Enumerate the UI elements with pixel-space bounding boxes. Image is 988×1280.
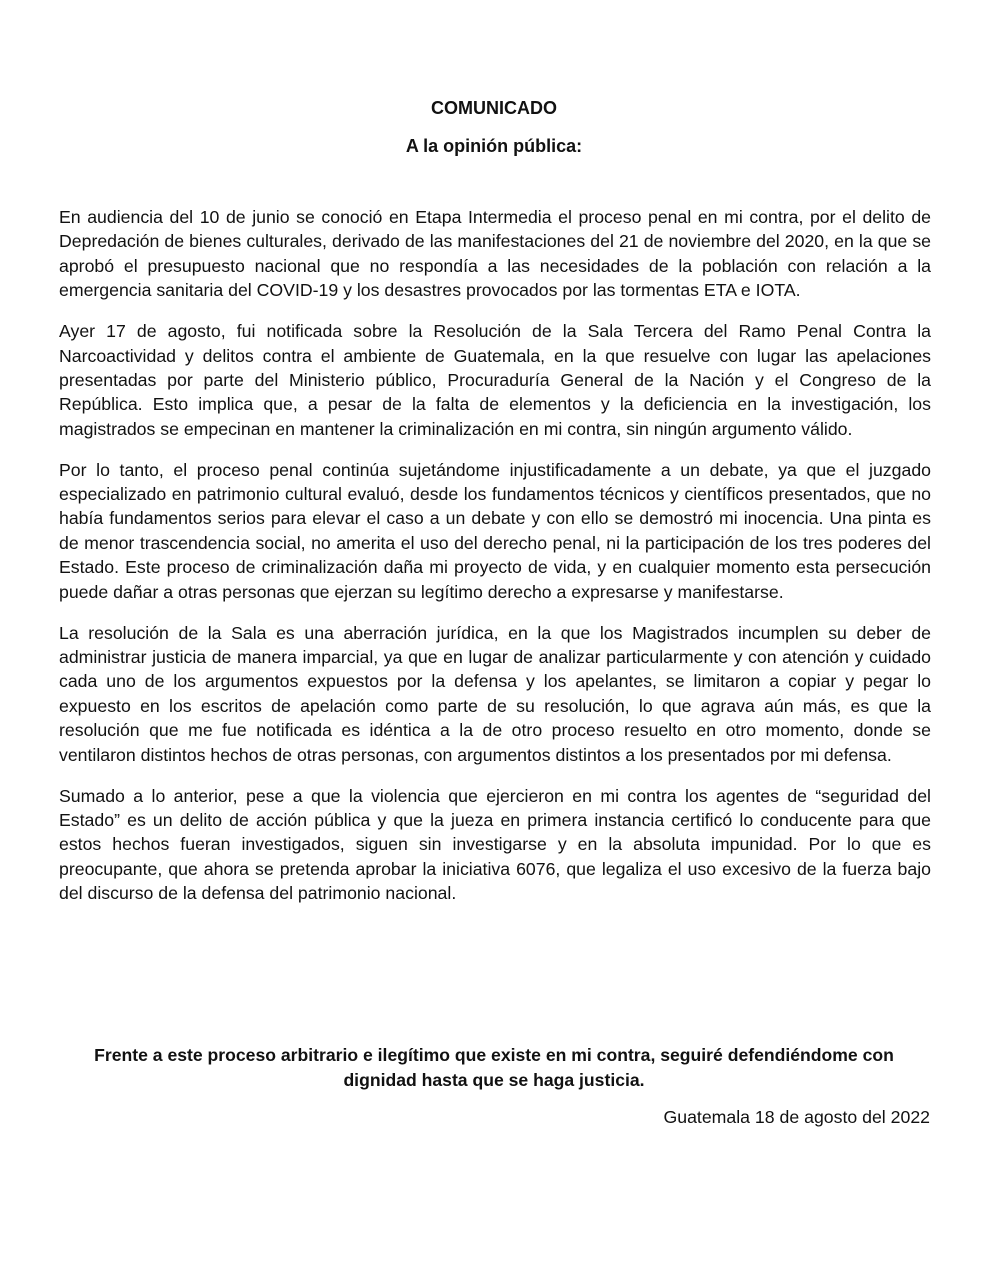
paragraph-2: Ayer 17 de agosto, fui notificada sobre la Resolución de la Sala Tercera del Ramo Penal Contra la Narcoactividad y delitos contra el ambiente de Guatemala, en la que resuelve con lugar las apelaciones presentadas por parte del Ministerio público, Procuraduría General de la Nación y el Congreso de la República. Esto implica que, a pesar de la falta de elementos y la deficiencia en la investigación, los magistrados se empecinan en mantener la criminalización en mi contra, sin ningún argumento válido. bbox=[59, 321, 931, 439]
document-salutation: A la opinión pública: bbox=[405, 136, 583, 156]
paragraph-1: En audiencia del 10 de junio se conoció en Etapa Intermedia el proceso penal en mi contra, por el delito de Depredación de bienes culturales, derivado de las manifestaciones del 21 de noviembre del 2020, en la que se aprobó el presupuesto nacional que no respondía a las necesidades de la población con relación a la emergencia sanitaria del COVID-19 y los desastres provocados por las tormentas ETA e IOTA. bbox=[59, 207, 931, 301]
closing-statement: Frente a este proceso arbitrario e ilegítimo que existe en mi contra, seguiré defendiéndome con dignidad hasta que se haga justicia. bbox=[94, 1045, 894, 1090]
document-body bbox=[59, 205, 931, 922]
document-title: COMUNICADO bbox=[431, 98, 557, 118]
paragraph-5: Sumado a lo anterior, pese a que la violencia que ejercieron en mi contra los agentes de “seguridad del Estado” es un delito de acción pública y que la jueza en primera instancia certificó lo conducente para que estos hechos fueran investigados, siguen sin investigarse y en la absoluta impunidad. Por lo que es preocupante, que ahora se pretenda aprobar la iniciativa 6076, que legaliza el uso excesivo de la fuerza bajo del discurso de la defensa del patrimonio nacional. bbox=[59, 785, 931, 904]
paragraph-3: Por lo tanto, el proceso penal continúa sujetándome injustificadamente a un debate, ya que el juzgado especializado en patrimonio cultural evaluó, desde los fundamentos técnicos y científicos presentados, que no había fundamentos serios para elevar el caso a un debate y con ello se demostró mi inocencia. Una pinta es de menor trascendencia social, no amerita el uso del derecho penal, ni la participación de los tres poderes del Estado. Este proceso de criminalización daña mi proyecto de vida, y en cualquier momento esta persecución puede dañar a otras personas que ejerzan su legítimo derecho a expresarse y manifestarse. bbox=[59, 459, 931, 602]
place-date: Guatemala 18 de agosto del 2022 bbox=[663, 1107, 930, 1127]
paragraph-4: La resolución de la Sala es una aberración jurídica, en la que los Magistrados incumplen su deber de administrar justicia de manera imparcial, ya que en lugar de analizar particularmente y con atención y cuidado cada uno de los argumentos expuestos por la defensa y los apelantes, se limitaron a copiar y pegar lo expuesto en los escritos de apelación como parte de su resolución, lo que agrava aún más, es que la resolución que me fue notificada es idéntica a la de otro proceso resuelto en otro momento, donde se ventilaron distintos hechos de otras personas, con argumentos distintos a los presentados por mi defensa. bbox=[59, 622, 931, 765]
